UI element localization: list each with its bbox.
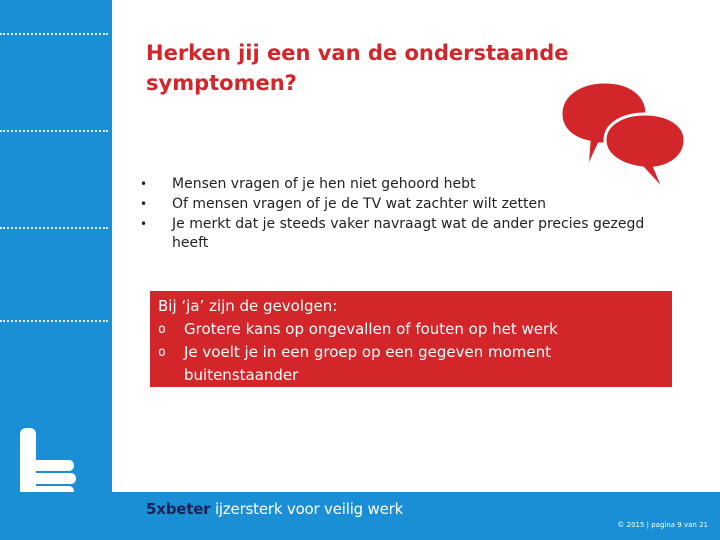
bullet-marker: o — [158, 345, 166, 360]
list-item: o Grotere kans op ongevallen of fouten op het werk — [158, 318, 664, 341]
symptom-list — [140, 175, 680, 254]
bullet-marker: • — [140, 177, 148, 191]
list-item-continuation: buitenstaander — [184, 366, 299, 384]
bullet-marker: • — [140, 217, 148, 231]
consequences-callout — [150, 291, 672, 387]
list-item: • Je merkt dat je steeds vaker navraagt wat de ander precies gezegd heeft — [140, 216, 645, 251]
brand-tagline — [146, 500, 403, 518]
sidebar-divider — [0, 320, 108, 322]
brand-name: 5xbeter — [146, 500, 211, 518]
left-sidebar — [0, 0, 112, 540]
brand-slogan: ijzersterk voor veilig werk — [210, 500, 404, 518]
bullet-marker: • — [140, 197, 148, 211]
footer-bar — [0, 492, 720, 540]
sidebar-divider — [0, 227, 108, 229]
sidebar-divider — [0, 33, 108, 35]
list-item: • Of mensen vragen of je de TV wat zachter wilt zetten — [140, 196, 546, 212]
bullet-marker: o — [158, 322, 166, 337]
page-indicator: © 2015 | pagina 9 van 21 — [617, 521, 708, 529]
callout-heading: Bij ‘ja’ zijn de gevolgen: — [158, 297, 338, 315]
slide-title: Herken jij een van de onderstaande symptomen? — [146, 41, 569, 95]
sidebar-divider — [0, 130, 108, 132]
list-item: • Mensen vragen of je hen niet gehoord hebt — [140, 176, 476, 192]
list-item: o Je voelt je in een groep op een gegeven moment — [158, 341, 664, 364]
